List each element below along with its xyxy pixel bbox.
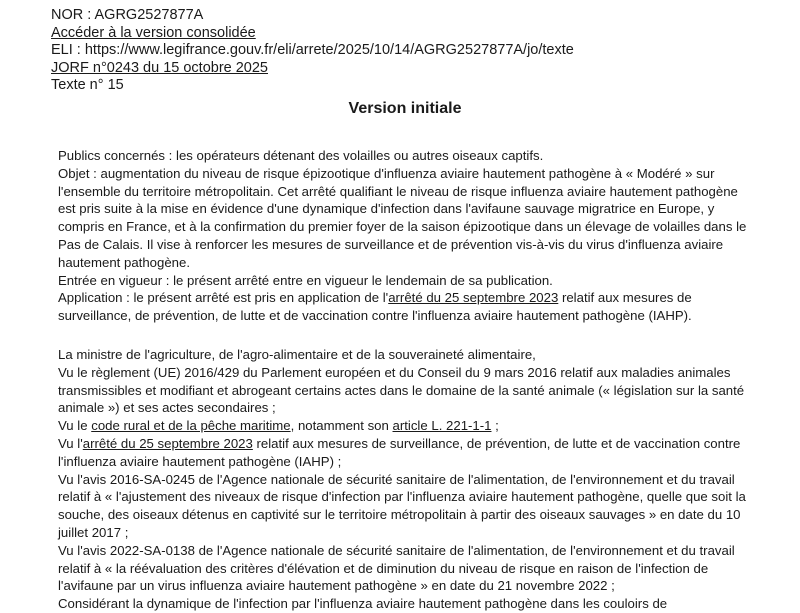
code-rural-link[interactable]: code rural et de la pêche maritime bbox=[91, 418, 291, 434]
article-link[interactable]: article L. 221-1-1 bbox=[392, 418, 492, 434]
notice-block bbox=[58, 147, 748, 325]
arrete-paragraph bbox=[58, 435, 748, 471]
application-paragraph bbox=[58, 289, 748, 325]
code-prefix: Vu le bbox=[58, 418, 92, 434]
ministre-paragraph: La ministre de l'agriculture, de l'agro-alimentaire et de la souveraineté alimentaire, bbox=[58, 347, 536, 362]
visas-block bbox=[58, 346, 748, 613]
jorf-link[interactable]: JORF n°0243 du 15 octobre 2025 bbox=[51, 59, 268, 76]
considerant-paragraph: Considérant la dynamique de l'infection par l'influenza aviaire hautement pathogène dans les couloirs de bbox=[58, 596, 668, 612]
eli-reference: ELI : https://www.legifrance.gouv.fr/eli/arrete/2025/10/14/AGRG2527877A/jo/texte bbox=[51, 42, 574, 58]
objet-paragraph: Objet : augmentation du niveau de risque épizootique d'influenza aviaire hautement pathogène à « Modéré » sur l'ensemble du territoire métropolitain. Cet arrêté qualifiant le niveau de risque influenza aviaire hautement pathogène est pris suite à la mise en évidence d'une dynamique d'infection dans l'avifaune sauvage migratrice en Europe, y compris en France, et à la confirmation du premier foyer de la saison épizootique dans un élevage de volailles dans le Pas de Calais. Il vise à renforcer les mesures de surveillance et de prévention vis-à-vis du virus d'influenza aviaire hautement pathogène. bbox=[58, 165, 747, 270]
code-mid: , notamment son bbox=[290, 418, 393, 434]
arrete-suffix: relatif aux mesures de surveillance, de prévention, de lutte et de vaccination contre l'influenza aviaire hautement pathogène (IAHP) ; bbox=[58, 435, 741, 469]
consolidated-version-link[interactable]: Accéder à la version consolidée bbox=[51, 24, 256, 41]
code-suffix: ; bbox=[491, 418, 499, 434]
arrete-prefix: Vu l' bbox=[58, 435, 83, 451]
texte-number: Texte n° 15 bbox=[51, 77, 124, 93]
publics-paragraph: Publics concernés : les opérateurs détenant des volailles ou autres oiseaux captifs. bbox=[58, 148, 544, 163]
document-metadata bbox=[51, 7, 574, 95]
application-text-before: Application : le présent arrêté est pris en application de l' bbox=[58, 290, 389, 306]
nor-reference: NOR : AGRG2527877A bbox=[51, 7, 204, 23]
avis-2022-paragraph: Vu l'avis 2022-SA-0138 de l'Agence nationale de sécurité sanitaire de l'alimentation, de l'environnement et du travail relatif à « la réévaluation des critères d'élévation et de diminution du niveau de risque en raison de l'infection de l'avifaune par un virus influenza aviaire hautement pathogène » en date du 21 novembre 2022 ; bbox=[58, 542, 735, 594]
arrete-link[interactable]: arrêté du 25 septembre 2023 bbox=[388, 290, 559, 306]
avis-2016-paragraph: Vu l'avis 2016-SA-0245 de l'Agence nationale de sécurité sanitaire de l'alimentation, de l'environnement et du travail relatif à « l'ajustement des niveaux de risque d'infection par l'influenza aviaire hautement pathogène, quelle que soit la souche, des oiseaux détenus en captivité sur le territoire métropolitain à partir des oiseaux sauvages » en date du 10 juillet 2017 ; bbox=[58, 471, 746, 540]
page-title: Version initiale bbox=[348, 100, 462, 117]
entree-paragraph: Entrée en vigueur : le présent arrêté entre en vigueur le lendemain de sa publication. bbox=[58, 272, 553, 288]
reglement-paragraph: Vu le règlement (UE) 2016/429 du Parlement européen et du Conseil du 9 mars 2016 relatif aux maladies animales transmissibles et modifiant et abrogeant certains actes dans le domaine de la santé animale (« législation sur la santé animale ») et ses actes secondaires ; bbox=[58, 364, 745, 416]
application-text-after: relatif aux mesures de surveillance, de prévention, de lutte et de vaccination contre l'influenza aviaire hautement pathogène (IAHP). bbox=[58, 290, 692, 324]
code-paragraph bbox=[58, 417, 748, 435]
arrete-2023-link[interactable]: arrêté du 25 septembre 2023 bbox=[82, 435, 253, 451]
